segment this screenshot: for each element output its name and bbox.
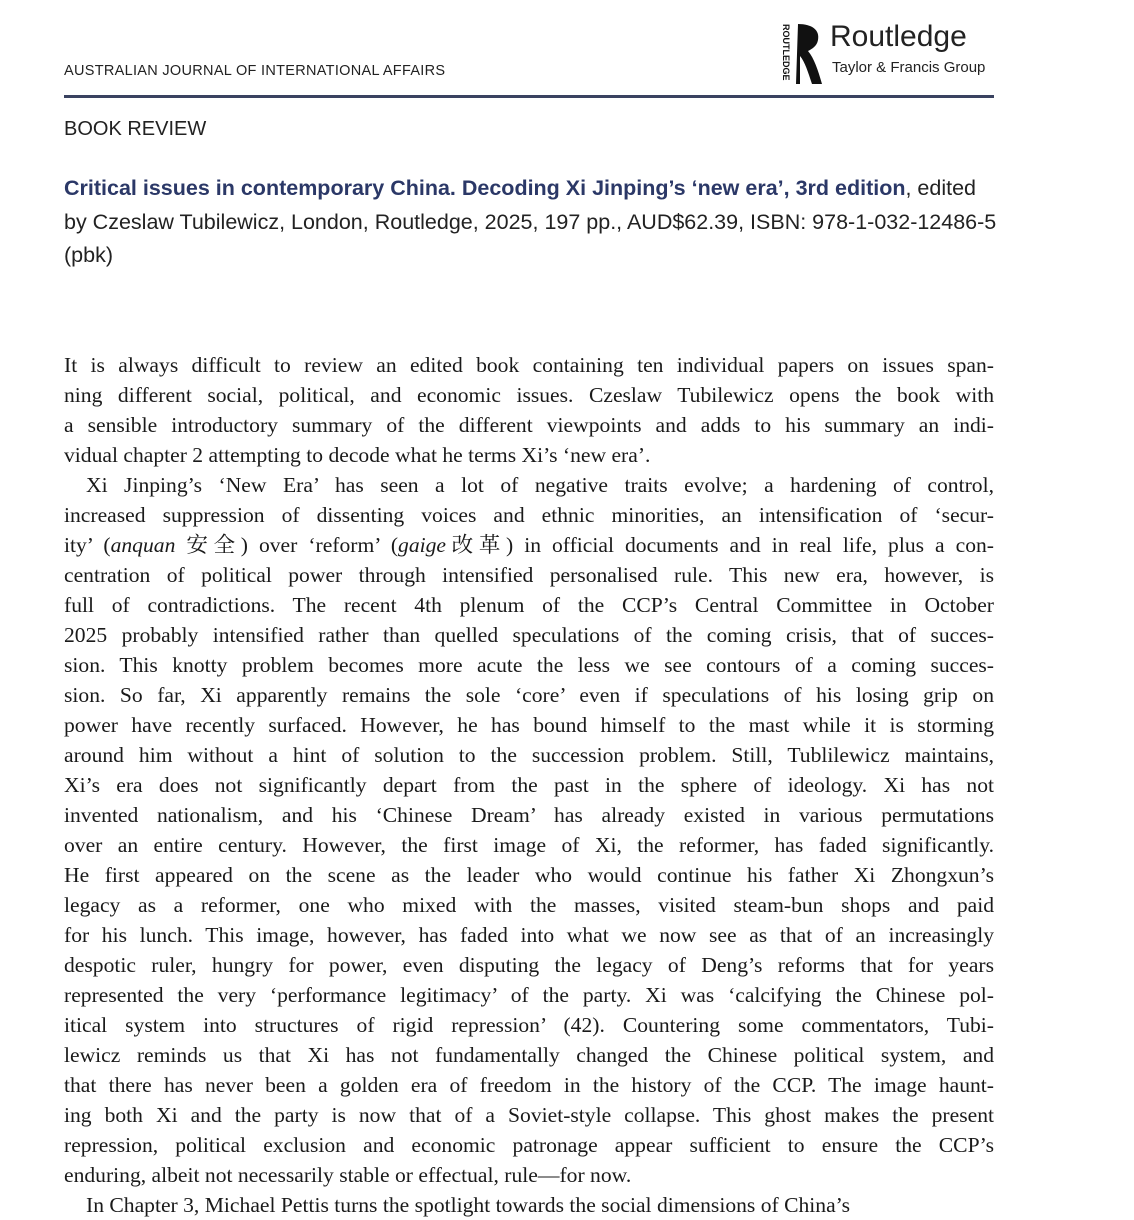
book-details: , edited by Czeslaw Tubilewicz, London, Routledge, 2025, 197 pp., AUD$62.39, ISBN: 978-1-032-12486-5 (pbk) [64,176,997,267]
text-line: invented nationalism, and his ‘Chinese Dream’ has already existed in various permutations [64,803,994,827]
text-line: around him without a hint of solution to the succession problem. Still, Tublilewicz maintains, [64,743,994,767]
journal-name: AUSTRALIAN JOURNAL OF INTERNATIONAL AFFAIRS [64,63,446,79]
text-line: repression, political exclusion and economic patronage appear sufficient to ensure the CCP’s [64,1133,994,1157]
text-line: It is always difficult to review an edited book containing ten individual papers on issues span- [64,353,994,377]
text-line: power have recently surfaced. However, he has bound himself to the mast while it is storming [64,713,994,737]
text-line: full of contradictions. The recent 4th plenum of the CCP’s Central Committee in October [64,593,994,617]
text-line: enduring, albeit not necessarily stable or effectual, rule—for now. [64,1163,632,1187]
routledge-side-text [780,22,794,86]
paragraph [64,350,994,470]
text-line: that there has never been a golden era of freedom in the history of the CCP. The image haunt- [64,1073,994,1097]
text-line: increased suppression of dissenting voices and ethnic minorities, an intensification of ‘secur- [64,503,994,527]
text-line: ing both Xi and the party is now that of a Soviet-style collapse. This ghost makes the present [64,1103,994,1127]
text-line: Xi’s era does not significantly depart from the past in the sphere of ideology. Xi has not [64,773,994,797]
text-segment: 安全) over ‘reform’ ( [175,533,399,557]
text-line: In Chapter 3, Michael Pettis turns the spotlight towards the social dimensions of China’s [86,1193,851,1217]
text-segment: 改革) in official documents and in real life, plus a con- [446,533,994,557]
italic-term: anquan [110,533,176,557]
text-line: despotic ruler, hungry for power, even disputing the legacy of Deng’s reforms that for years [64,953,994,977]
section-label: BOOK REVIEW [64,118,207,140]
text-line: 2025 probably intensified rather than quelled speculations of the coming crisis, that of succes- [64,623,994,647]
text-line: He first appeared on the scene as the leader who would continue his father Xi Zhongxun’s [64,863,994,887]
text-line [64,530,994,560]
routledge-head-icon [794,22,824,86]
review-body [64,350,994,1220]
text-line: legacy as a reformer, one who mixed with the masses, visited steam-bun shops and paid [64,893,994,917]
logo-subtitle: Taylor & Francis Group [832,59,986,76]
italic-term: gaige [398,533,447,557]
text-line: centration of political power through intensified personalised rule. This new era, however, is [64,563,994,587]
text-line: itical system into structures of rigid repression’ (42). Countering some commentators, Tubi- [64,1013,994,1037]
text-line: represented the very ‘performance legitimacy’ of the party. Xi was ‘calcifying the Chinese pol- [64,983,994,1007]
paragraph [64,1190,994,1220]
logo-name: Routledge [830,20,967,53]
svg-text:ROUTLEDGE: ROUTLEDGE [781,24,791,81]
book-citation [64,172,1004,273]
book-title: Critical issues in contemporary China. Decoding Xi Jinping’s ‘new era’, 3rd edition [64,176,906,200]
text-segment: ity’ ( [64,533,111,557]
text-line: lewicz reminds us that Xi has not fundamentally changed the Chinese political system, and [64,1043,994,1067]
header-rule [64,95,994,98]
text-line: over an entire century. However, the first image of Xi, the reformer, has faded significantly. [64,833,994,857]
text-line: ning different social, political, and economic issues. Czeslaw Tubilewicz opens the book with [64,383,994,407]
text-line: for his lunch. This image, however, has faded into what we now see as that of an increasingly [64,923,994,947]
text-line: a sensible introductory summary of the different viewpoints and adds to his summary an indi- [64,413,994,437]
text-line: vidual chapter 2 attempting to decode what he terms Xi’s ‘new era’. [64,443,651,467]
routledge-logo [780,18,1010,88]
text-line: sion. This knotty problem becomes more acute the less we see contours of a coming succes- [64,653,994,677]
text-line: Xi Jinping’s ‘New Era’ has seen a lot of negative traits evolve; a hardening of control, [86,473,994,497]
paragraph [64,470,994,1190]
text-line: sion. So far, Xi apparently remains the sole ‘core’ even if speculations of his losing grip on [64,683,994,707]
